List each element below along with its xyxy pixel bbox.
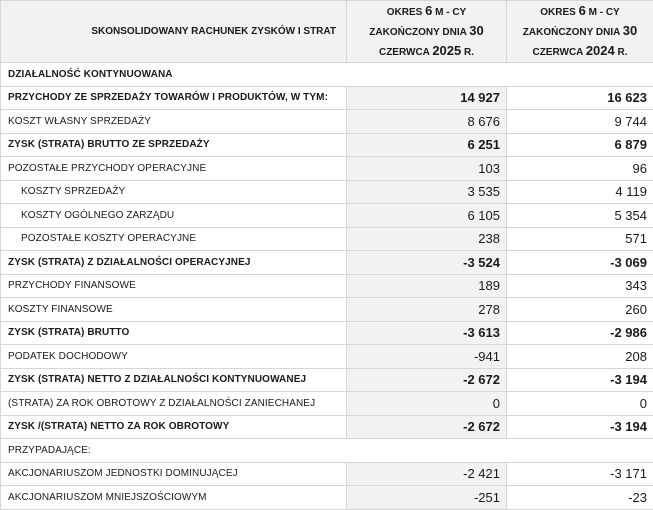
table-row bbox=[1, 274, 653, 298]
column-header-2025 bbox=[347, 1, 507, 63]
value-2024: -3 069 bbox=[507, 251, 653, 275]
row-label: KOSZTY SPRZEDAŻY bbox=[1, 180, 347, 204]
value-2025: -2 672 bbox=[347, 415, 507, 439]
row-label: AKCJONARIUSZOM MNIEJSZOŚCIOWYM bbox=[1, 486, 347, 510]
value-2025: -941 bbox=[347, 345, 507, 369]
col-2025-line2: ZAKOŃCZONY DNIA 30 bbox=[369, 27, 483, 38]
table-row bbox=[1, 486, 653, 510]
table-header-row bbox=[1, 1, 653, 63]
value-2025: 278 bbox=[347, 298, 507, 322]
row-label: KOSZT WŁASNY SPRZEDAŻY bbox=[1, 110, 347, 134]
value-2024: -3 194 bbox=[507, 368, 653, 392]
row-label: ZYSK (STRATA) NETTO Z DZIAŁALNOŚCI KONTYNUOWANEJ bbox=[1, 368, 347, 392]
column-header-2024 bbox=[507, 1, 653, 63]
value-2025: 3 535 bbox=[347, 180, 507, 204]
value-2024: 5 354 bbox=[507, 204, 653, 228]
col-2024-line2: ZAKOŃCZONY DNIA 30 bbox=[523, 27, 637, 38]
row-label: DZIAŁALNOŚĆ KONTYNUOWANA bbox=[1, 63, 653, 87]
value-2024: 9 744 bbox=[507, 110, 653, 134]
value-2025: 103 bbox=[347, 157, 507, 181]
value-2024: -23 bbox=[507, 486, 653, 510]
value-2025: -2 421 bbox=[347, 462, 507, 486]
value-2025: 238 bbox=[347, 227, 507, 251]
row-label: KOSZTY FINANSOWE bbox=[1, 298, 347, 322]
value-2025: 6 105 bbox=[347, 204, 507, 228]
value-2024: -2 986 bbox=[507, 321, 653, 345]
row-label: AKCJONARIUSZOM JEDNOSTKI DOMINUJĄCEJ bbox=[1, 462, 347, 486]
value-2024: -3 171 bbox=[507, 462, 653, 486]
table-row bbox=[1, 133, 653, 157]
table-row-section-continuing bbox=[1, 63, 653, 87]
value-2025: -251 bbox=[347, 486, 507, 510]
value-2025: -3 613 bbox=[347, 321, 507, 345]
value-2024: 208 bbox=[507, 345, 653, 369]
col-2025-line3: CZERWCA 2025 R. bbox=[379, 47, 474, 58]
value-2025: 8 676 bbox=[347, 110, 507, 134]
table-row bbox=[1, 298, 653, 322]
value-2024: 4 119 bbox=[507, 180, 653, 204]
value-2024: 6 879 bbox=[507, 133, 653, 157]
table-row bbox=[1, 321, 653, 345]
row-label: ZYSK (STRATA) BRUTTO ZE SPRZEDAŻY bbox=[1, 133, 347, 157]
row-label: PODATEK DOCHODOWY bbox=[1, 345, 347, 369]
table-row bbox=[1, 415, 653, 439]
col-2024-line1: OKRES 6 M - CY bbox=[540, 7, 619, 18]
table-row bbox=[1, 345, 653, 369]
table-row bbox=[1, 157, 653, 181]
statement-title: SKONSOLIDOWANY RACHUNEK ZYSKÓW I STRAT bbox=[1, 1, 347, 63]
value-2025: -2 672 bbox=[347, 368, 507, 392]
table-row bbox=[1, 110, 653, 134]
table-row bbox=[1, 251, 653, 275]
value-2024: 0 bbox=[507, 392, 653, 416]
col-2025-line1: OKRES 6 M - CY bbox=[387, 7, 466, 18]
table-row bbox=[1, 392, 653, 416]
table-row bbox=[1, 462, 653, 486]
col-2024-line3: CZERWCA 2024 R. bbox=[532, 47, 627, 58]
value-2024: 260 bbox=[507, 298, 653, 322]
value-2025: 189 bbox=[347, 274, 507, 298]
row-label: KOSZTY OGÓLNEGO ZARZĄDU bbox=[1, 204, 347, 228]
value-2024: 343 bbox=[507, 274, 653, 298]
row-label: ZYSK (STRATA) Z DZIAŁALNOŚCI OPERACYJNEJ bbox=[1, 251, 347, 275]
row-label: PRZYPADAJĄCE: bbox=[1, 439, 653, 463]
value-2024: 96 bbox=[507, 157, 653, 181]
table-row bbox=[1, 227, 653, 251]
row-label: POZOSTAŁE PRZYCHODY OPERACYJNE bbox=[1, 157, 347, 181]
row-label: POZOSTAŁE KOSZTY OPERACYJNE bbox=[1, 227, 347, 251]
value-2025: -3 524 bbox=[347, 251, 507, 275]
value-2025: 14 927 bbox=[347, 86, 507, 110]
table-row bbox=[1, 368, 653, 392]
row-label: PRZYCHODY FINANSOWE bbox=[1, 274, 347, 298]
value-2025: 6 251 bbox=[347, 133, 507, 157]
table-row bbox=[1, 180, 653, 204]
table-row bbox=[1, 86, 653, 110]
value-2024: 16 623 bbox=[507, 86, 653, 110]
value-2024: -3 194 bbox=[507, 415, 653, 439]
row-label: ZYSK /(STRATA) NETTO ZA ROK OBROTOWY bbox=[1, 415, 347, 439]
value-2025: 0 bbox=[347, 392, 507, 416]
value-2024: 571 bbox=[507, 227, 653, 251]
table-row-section-attributable bbox=[1, 439, 653, 463]
row-label: (STRATA) ZA ROK OBROTOWY Z DZIAŁALNOŚCI ZANIECHANEJ bbox=[1, 392, 347, 416]
table-row bbox=[1, 204, 653, 228]
row-label: PRZYCHODY ZE SPRZEDAŻY TOWARÓW I PRODUKTÓW, W TYM: bbox=[1, 86, 347, 110]
row-label: ZYSK (STRATA) BRUTTO bbox=[1, 321, 347, 345]
